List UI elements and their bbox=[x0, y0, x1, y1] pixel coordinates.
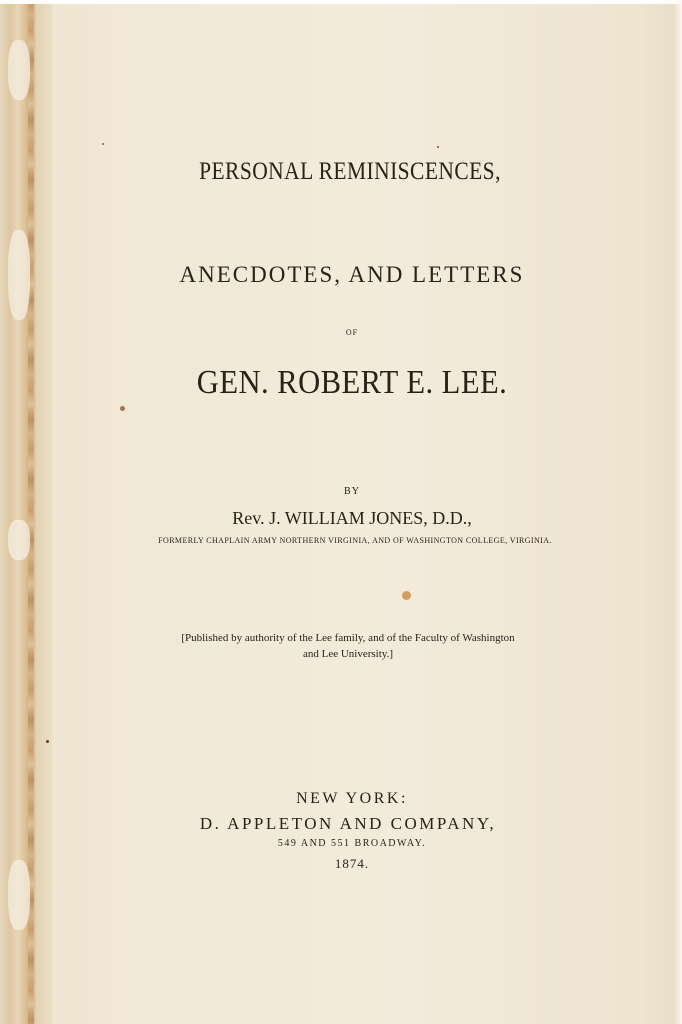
by-line: BY bbox=[344, 486, 360, 497]
spine-wear-mark bbox=[8, 860, 30, 930]
ink-speck bbox=[437, 146, 439, 148]
publication-note-line-2: and Lee University.] bbox=[302, 648, 393, 660]
title-line-1: PERSONAL REMINISCENCES, bbox=[199, 158, 501, 185]
spine-wear-mark bbox=[8, 40, 30, 100]
spine-wear-mark bbox=[8, 520, 30, 560]
title-line-3: GEN. ROBERT E. LEE. bbox=[196, 364, 508, 401]
publication-note bbox=[168, 630, 528, 662]
spine-wear-mark bbox=[8, 230, 30, 320]
spine-crack bbox=[28, 0, 34, 1024]
imprint-publisher: D. APPLETON AND COMPANY, bbox=[199, 814, 497, 833]
page-right-edge bbox=[674, 0, 682, 1024]
page-top-edge bbox=[0, 0, 682, 4]
imprint-city: NEW YORK: bbox=[296, 790, 408, 807]
title-of: OF bbox=[345, 328, 359, 337]
imprint-address: 549 AND 551 BROADWAY. bbox=[277, 838, 427, 849]
ink-speck bbox=[102, 143, 104, 145]
foxing-spot bbox=[402, 591, 411, 600]
foxing-spot bbox=[120, 406, 125, 411]
author-credentials: FORMERLY CHAPLAIN ARMY NORTHERN VIRGINIA, AND OF WASHINGTON COLLEGE, VIRGINIA. bbox=[158, 536, 552, 545]
ink-speck bbox=[46, 740, 49, 743]
imprint-year: 1874. bbox=[334, 856, 370, 871]
publication-note-line-1: [Published by authority of the Lee family, and of the Faculty of Washington bbox=[181, 632, 515, 644]
title-line-2: ANECDOTES, AND LETTERS bbox=[179, 262, 525, 287]
author-name: Rev. J. WILLIAM JONES, D.D., bbox=[232, 508, 472, 528]
